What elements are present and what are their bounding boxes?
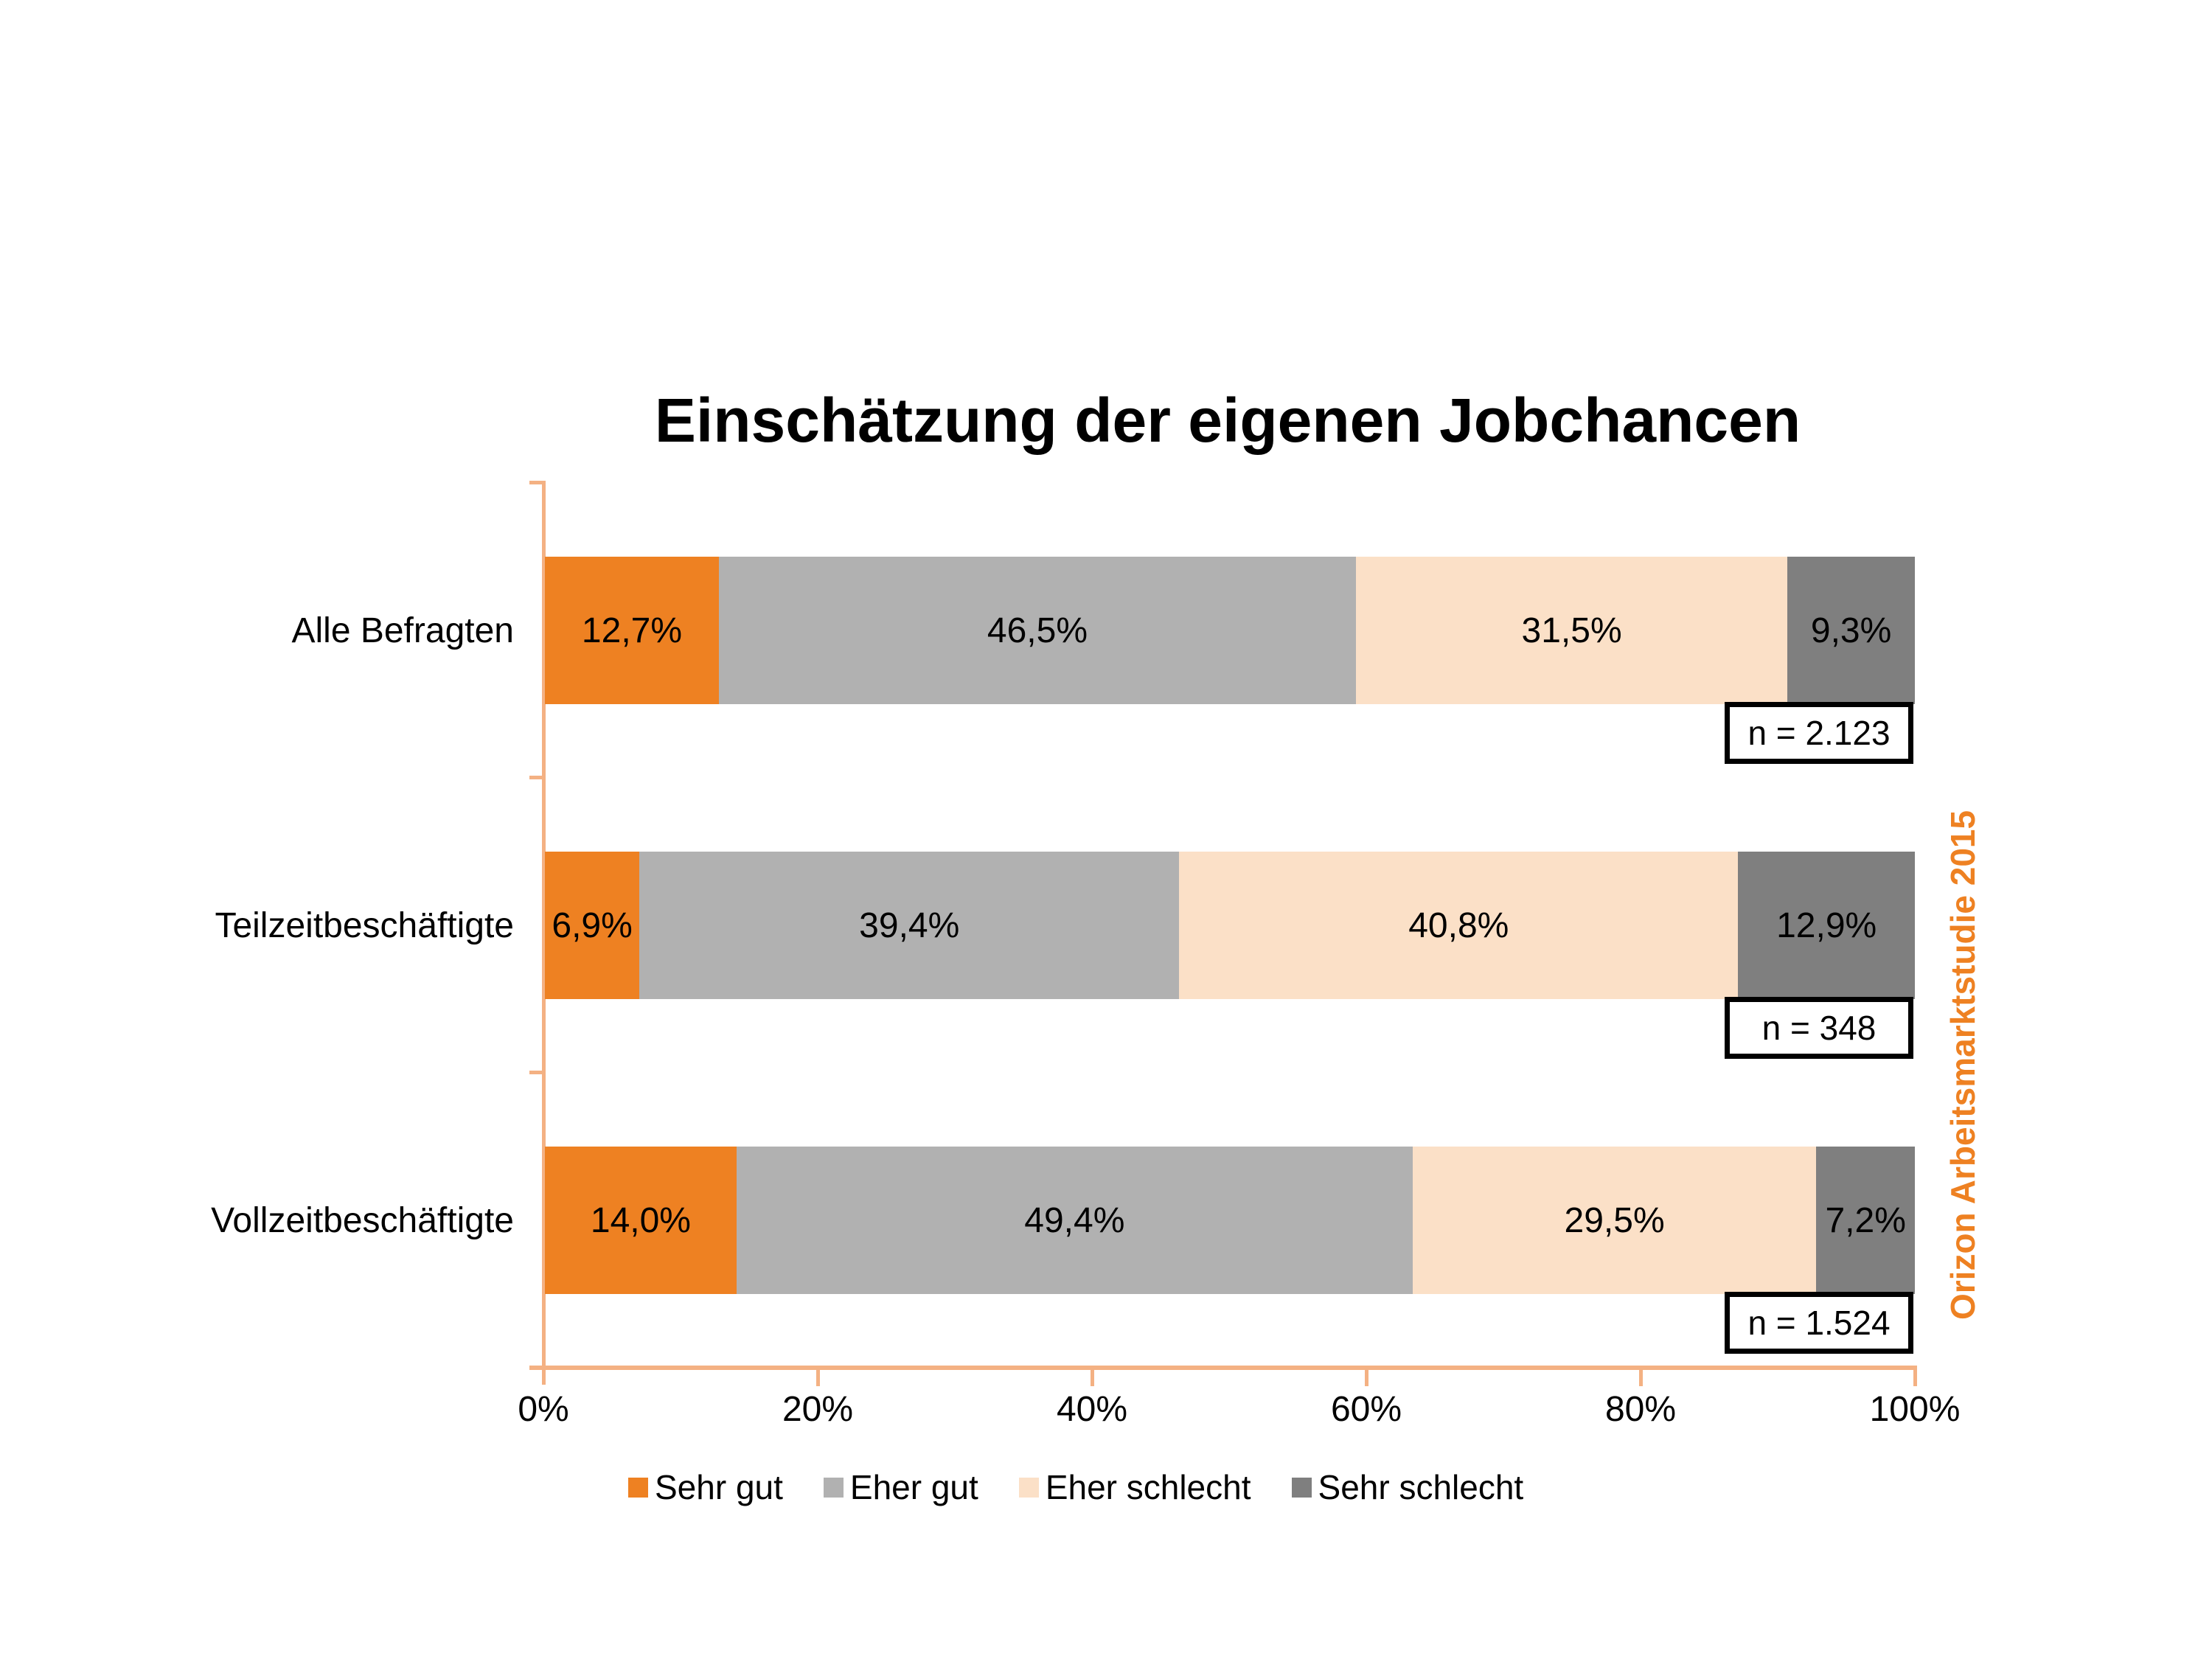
bar-segment — [545, 557, 719, 704]
stacked-bar — [545, 852, 1915, 999]
x-axis-label: 40% — [1056, 1390, 1128, 1429]
segment-value: 6,9% — [552, 905, 633, 945]
legend-item — [628, 1467, 783, 1507]
bar-segment — [545, 1147, 737, 1294]
segment-value: 31,5% — [1521, 611, 1622, 650]
x-axis-tick — [1365, 1370, 1368, 1386]
sample-size-box: n = 2.123 — [1725, 702, 1913, 764]
legend-item — [1019, 1467, 1251, 1507]
category-label: Vollzeitbeschäftigte — [211, 1200, 514, 1240]
legend-label: Sehr schlecht — [1318, 1468, 1524, 1506]
bar-segment — [737, 1147, 1413, 1294]
segment-value: 29,5% — [1564, 1200, 1665, 1240]
bar-segment — [719, 557, 1356, 704]
x-axis-tick — [1639, 1370, 1643, 1386]
segment-value: 12,9% — [1776, 905, 1877, 945]
segment-value: 7,2% — [1825, 1200, 1906, 1240]
segment-value: 12,7% — [581, 611, 683, 650]
legend-swatch — [1292, 1478, 1312, 1498]
x-axis-tick — [1091, 1370, 1094, 1386]
sample-size-box: n = 1.524 — [1725, 1292, 1913, 1354]
y-axis-tick — [529, 1071, 543, 1074]
bar-segment — [1179, 852, 1738, 999]
x-axis-label: 100% — [1869, 1390, 1961, 1429]
sample-size-box: n = 348 — [1725, 997, 1913, 1059]
bar-segment — [1787, 557, 1915, 704]
bar-segment — [545, 852, 639, 999]
x-axis-label: 20% — [782, 1390, 854, 1429]
x-axis-label: 60% — [1330, 1390, 1402, 1429]
segment-value: 39,4% — [859, 905, 960, 945]
segment-value: 49,4% — [1024, 1200, 1125, 1240]
bar-segment — [639, 852, 1179, 999]
x-axis-label: 0% — [518, 1390, 569, 1429]
legend-item — [1292, 1467, 1524, 1507]
x-axis-line — [529, 1366, 1917, 1370]
legend-swatch — [824, 1478, 844, 1498]
segment-value: 9,3% — [1810, 611, 1892, 650]
legend-label: Eher schlecht — [1045, 1468, 1251, 1506]
stacked-bar — [545, 1147, 1915, 1294]
chart-title: Einschätzung der eigenen Jobchancen — [654, 386, 1801, 455]
segment-value: 14,0% — [590, 1200, 691, 1240]
source-note-vertical: Orizon Arbeitsmarktstudie 2015 — [1944, 810, 1982, 1320]
legend-label: Sehr gut — [655, 1468, 783, 1506]
segment-value: 46,5% — [987, 611, 1088, 650]
segment-value: 40,8% — [1408, 905, 1509, 945]
y-axis-tick — [529, 776, 543, 779]
legend — [628, 1467, 1523, 1507]
y-axis-tick — [529, 481, 543, 484]
legend-swatch — [1019, 1478, 1039, 1498]
bar-segment — [1356, 557, 1787, 704]
legend-item — [824, 1467, 978, 1507]
x-axis-tick — [816, 1370, 820, 1386]
bar-segment — [1816, 1147, 1915, 1294]
x-axis-label: 80% — [1604, 1390, 1677, 1429]
x-axis-tick — [1913, 1370, 1917, 1386]
legend-swatch — [628, 1478, 648, 1498]
stacked-bar — [545, 557, 1915, 704]
bar-segment — [1413, 1147, 1817, 1294]
category-label: Teilzeitbeschäftigte — [215, 905, 514, 945]
category-label: Alle Befragten — [291, 611, 514, 650]
legend-label: Eher gut — [849, 1468, 978, 1506]
bar-segment — [1738, 852, 1915, 999]
